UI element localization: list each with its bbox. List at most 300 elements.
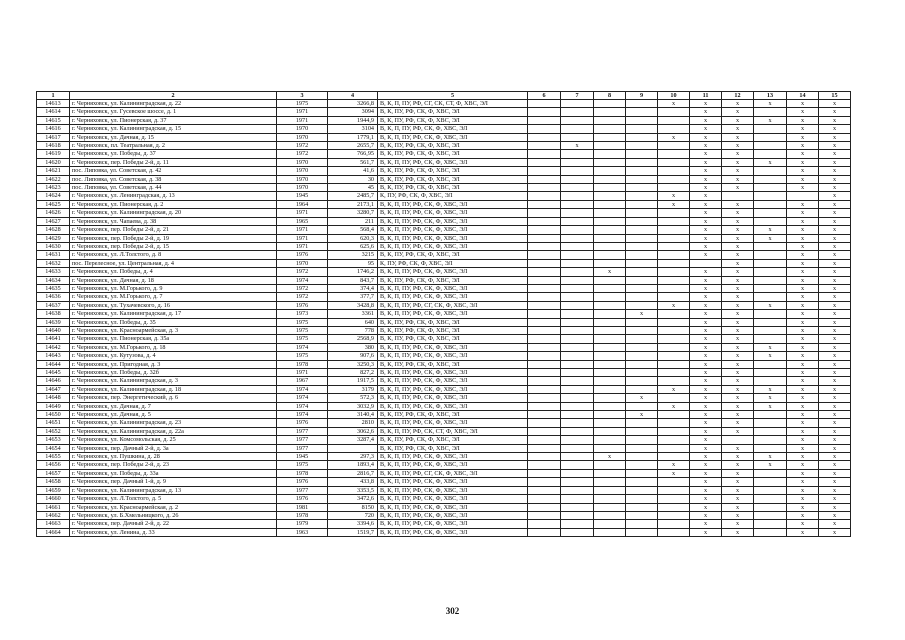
mark-cell: [626, 377, 658, 385]
mark-cell: [626, 335, 658, 343]
mark-cell: x: [787, 209, 819, 217]
table-row: [37, 251, 851, 259]
mark-cell: [594, 360, 626, 368]
mark-cell: x: [722, 419, 754, 427]
mark-cell: [626, 461, 658, 469]
mark-cell: [626, 495, 658, 503]
mark-cell: [658, 226, 690, 234]
services-cell: В, К, П, ПУ, РФ, СГ, СК, СТ, Ф, ХВС, ЭЛ: [378, 100, 528, 108]
mark-cell: [594, 200, 626, 208]
mark-cell: x: [690, 343, 722, 351]
mark-cell: x: [787, 184, 819, 192]
register-sheet: [36, 91, 850, 537]
mark-cell: x: [722, 394, 754, 402]
table-row: [37, 360, 851, 368]
mark-cell: [754, 175, 787, 183]
mark-cell: x: [626, 394, 658, 402]
mark-cell: [561, 175, 594, 183]
mark-cell: x: [594, 268, 626, 276]
mark-cell: x: [722, 142, 754, 150]
mark-cell: [561, 318, 594, 326]
mark-cell: [528, 385, 561, 393]
mark-cell: [528, 108, 561, 116]
table-row: [37, 133, 851, 141]
mark-cell: [658, 251, 690, 259]
address-cell: пос. Перелесное, ул. Центральная, д. 4: [70, 259, 277, 267]
area-cell: 1893,4: [328, 461, 378, 469]
area-cell: 907,6: [328, 352, 378, 360]
mark-cell: [658, 142, 690, 150]
column-header: 8: [594, 92, 626, 100]
services-cell: В, К, П, ПУ, РФ, СК, Ф, ХВС, ЭЛ: [378, 242, 528, 250]
column-header: 15: [819, 92, 851, 100]
object-id-cell: 14633: [37, 268, 70, 276]
mark-cell: x: [690, 234, 722, 242]
mark-cell: [528, 394, 561, 402]
table-row: [37, 150, 851, 158]
mark-cell: x: [819, 150, 851, 158]
table-row: [37, 209, 851, 217]
mark-cell: x: [690, 133, 722, 141]
mark-cell: [626, 427, 658, 435]
mark-cell: x: [722, 310, 754, 318]
mark-cell: [626, 402, 658, 410]
table-row: [37, 503, 851, 511]
address-cell: г. Черняховск, ул. Чапаева, д. 38: [70, 217, 277, 225]
address-cell: г. Черняховск, ул. М.Горького, д. 7: [70, 293, 277, 301]
mark-cell: x: [722, 503, 754, 511]
mark-cell: x: [690, 352, 722, 360]
mark-cell: [626, 528, 658, 536]
address-cell: г. Черняховск, ул. Ленинградская, д. 13: [70, 192, 277, 200]
mark-cell: [528, 192, 561, 200]
address-cell: г. Черняховск, пер. Дачный 1-й, д. 9: [70, 478, 277, 486]
mark-cell: [626, 133, 658, 141]
address-cell: г. Черняховск, ул. Ленина, д. 33: [70, 528, 277, 536]
mark-cell: x: [787, 486, 819, 494]
build-year-cell: 1975: [277, 318, 328, 326]
address-cell: г. Черняховск, ул. Пушкина, д. 28: [70, 453, 277, 461]
mark-cell: x: [722, 116, 754, 124]
address-cell: г. Черняховск, ул. Тухачевского, д. 16: [70, 301, 277, 309]
mark-cell: [754, 478, 787, 486]
mark-cell: x: [658, 402, 690, 410]
mark-cell: x: [819, 402, 851, 410]
mark-cell: [561, 293, 594, 301]
services-cell: В, К, П, ПУ, РФ, СК, Ф, ХВС, ЭЛ: [378, 394, 528, 402]
mark-cell: x: [819, 444, 851, 452]
mark-cell: x: [658, 133, 690, 141]
mark-cell: [561, 209, 594, 217]
services-cell: В, К, П, ПУ, РФ, СК, Ф, ХВС, ЭЛ: [378, 133, 528, 141]
area-cell: 572,3: [328, 394, 378, 402]
address-cell: г. Черняховск, ул. Л.Толстого, д. 8: [70, 251, 277, 259]
area-cell: 2173,1: [328, 200, 378, 208]
table-row: [37, 402, 851, 410]
mark-cell: [626, 444, 658, 452]
services-cell: В, К, П, ПУ, РФ, СК, СТ, Ф, ХВС, ЭЛ: [378, 427, 528, 435]
mark-cell: [594, 293, 626, 301]
table-row: [37, 436, 851, 444]
object-id-cell: 14660: [37, 495, 70, 503]
mark-cell: [658, 343, 690, 351]
build-year-cell: 1976: [277, 495, 328, 503]
object-id-cell: 14639: [37, 318, 70, 326]
mark-cell: x: [722, 461, 754, 469]
mark-cell: x: [787, 100, 819, 108]
mark-cell: [626, 318, 658, 326]
object-id-cell: 14653: [37, 436, 70, 444]
mark-cell: [528, 242, 561, 250]
mark-cell: x: [722, 402, 754, 410]
area-cell: 2568,9: [328, 335, 378, 343]
table-row: [37, 167, 851, 175]
object-id-cell: 14634: [37, 276, 70, 284]
mark-cell: x: [819, 352, 851, 360]
mark-cell: [754, 369, 787, 377]
object-id-cell: 14613: [37, 100, 70, 108]
mark-cell: x: [690, 511, 722, 519]
services-cell: В, К, П, ПУ, РФ, СК, Ф, ХВС, ЭЛ: [378, 343, 528, 351]
object-id-cell: 14615: [37, 116, 70, 124]
mark-cell: x: [722, 209, 754, 217]
mark-cell: x: [819, 268, 851, 276]
table-row: [37, 377, 851, 385]
build-year-cell: 1974: [277, 402, 328, 410]
mark-cell: x: [690, 150, 722, 158]
mark-cell: x: [690, 284, 722, 292]
mark-cell: [594, 402, 626, 410]
build-year-cell: 1975: [277, 461, 328, 469]
services-cell: В, К, ПУ, РФ, СК, Ф, ХВС, ЭЛ: [378, 276, 528, 284]
mark-cell: [561, 343, 594, 351]
address-cell: г. Черняховск, ул. Калининградская, д. 18: [70, 385, 277, 393]
mark-cell: x: [722, 469, 754, 477]
mark-cell: [594, 158, 626, 166]
mark-cell: [561, 217, 594, 225]
area-cell: 3140,4: [328, 411, 378, 419]
build-year-cell: 1971: [277, 226, 328, 234]
mark-cell: [594, 326, 626, 334]
mark-cell: [658, 259, 690, 267]
area-cell: 640: [328, 318, 378, 326]
mark-cell: [528, 234, 561, 242]
mark-cell: x: [690, 293, 722, 301]
mark-cell: x: [787, 377, 819, 385]
mark-cell: x: [787, 200, 819, 208]
housing-register-table: [36, 91, 851, 537]
mark-cell: x: [819, 486, 851, 494]
mark-cell: x: [722, 427, 754, 435]
mark-cell: x: [819, 369, 851, 377]
object-id-cell: 14635: [37, 284, 70, 292]
mark-cell: [754, 310, 787, 318]
mark-cell: [528, 369, 561, 377]
object-id-cell: 14621: [37, 167, 70, 175]
mark-cell: [626, 326, 658, 334]
object-id-cell: 14616: [37, 125, 70, 133]
object-id-cell: 14650: [37, 411, 70, 419]
mark-cell: [754, 469, 787, 477]
mark-cell: x: [787, 385, 819, 393]
column-header: 10: [658, 92, 690, 100]
address-cell: г. Черняховск, ул. Калининградская, д. 15: [70, 125, 277, 133]
table-row: [37, 100, 851, 108]
mark-cell: [561, 226, 594, 234]
build-year-cell: 1970: [277, 133, 328, 141]
mark-cell: [594, 369, 626, 377]
mark-cell: [594, 486, 626, 494]
mark-cell: x: [819, 259, 851, 267]
mark-cell: [690, 259, 722, 267]
mark-cell: x: [722, 318, 754, 326]
mark-cell: x: [690, 369, 722, 377]
address-cell: г. Черняховск, ул. Победы, д. 32б: [70, 369, 277, 377]
mark-cell: x: [690, 377, 722, 385]
area-cell: 625,6: [328, 242, 378, 250]
build-year-cell: 1974: [277, 343, 328, 351]
build-year-cell: 1981: [277, 503, 328, 511]
mark-cell: x: [787, 469, 819, 477]
services-cell: В, К, П, ПУ, РФ, СК, Ф, ХВС, ЭЛ: [378, 453, 528, 461]
address-cell: пос. Липовка, ул. Советская, д. 38: [70, 175, 277, 183]
mark-cell: [528, 293, 561, 301]
address-cell: г. Черняховск, пер. Победы 2-й, д. 19: [70, 234, 277, 242]
mark-cell: [658, 486, 690, 494]
mark-cell: [594, 310, 626, 318]
table-row: [37, 217, 851, 225]
object-id-cell: 14661: [37, 503, 70, 511]
mark-cell: x: [819, 142, 851, 150]
build-year-cell: 1974: [277, 276, 328, 284]
area-cell: 3472,6: [328, 495, 378, 503]
mark-cell: x: [722, 352, 754, 360]
services-cell: В, К, ПУ, РФ, СК, Ф, ХВС, ЭЛ: [378, 108, 528, 116]
mark-cell: [528, 200, 561, 208]
mark-cell: [561, 284, 594, 292]
address-cell: г. Черняховск, ул. М.Горького, д. 18: [70, 343, 277, 351]
mark-cell: x: [819, 175, 851, 183]
mark-cell: [528, 411, 561, 419]
mark-cell: x: [819, 293, 851, 301]
area-cell: 3062,6: [328, 427, 378, 435]
object-id-cell: 14630: [37, 242, 70, 250]
mark-cell: x: [754, 234, 787, 242]
address-cell: г. Черняховск, пер. Энергетический, д. 6: [70, 394, 277, 402]
table-row: [37, 444, 851, 452]
mark-cell: [754, 184, 787, 192]
mark-cell: [561, 108, 594, 116]
services-cell: В, К, П, ПУ, РФ, СК, Ф, ХВС, ЭЛ: [378, 200, 528, 208]
build-year-cell: 1976: [277, 478, 328, 486]
mark-cell: x: [690, 478, 722, 486]
mark-cell: x: [561, 142, 594, 150]
mark-cell: x: [787, 175, 819, 183]
mark-cell: [528, 268, 561, 276]
mark-cell: [594, 419, 626, 427]
mark-cell: [594, 184, 626, 192]
mark-cell: x: [722, 486, 754, 494]
mark-cell: x: [819, 217, 851, 225]
mark-cell: [787, 192, 819, 200]
mark-cell: x: [787, 528, 819, 536]
area-cell: [328, 444, 378, 452]
mark-cell: [594, 108, 626, 116]
mark-cell: x: [722, 301, 754, 309]
mark-cell: x: [722, 360, 754, 368]
mark-cell: x: [690, 226, 722, 234]
table-row: [37, 242, 851, 250]
services-cell: В, К, П, ПУ, РФ, СК, Ф, ХВС, ЭЛ: [378, 125, 528, 133]
mark-cell: [561, 184, 594, 192]
mark-cell: x: [658, 192, 690, 200]
mark-cell: [528, 360, 561, 368]
area-cell: 95: [328, 259, 378, 267]
mark-cell: x: [787, 217, 819, 225]
mark-cell: x: [690, 461, 722, 469]
mark-cell: [561, 461, 594, 469]
table-row: [37, 478, 851, 486]
area-cell: 720: [328, 511, 378, 519]
build-year-cell: 1977: [277, 427, 328, 435]
mark-cell: [626, 284, 658, 292]
build-year-cell: 1970: [277, 259, 328, 267]
mark-cell: [658, 495, 690, 503]
mark-cell: x: [819, 469, 851, 477]
mark-cell: [528, 469, 561, 477]
address-cell: г. Черняховск, ул. Победы, д. 4: [70, 268, 277, 276]
mark-cell: [626, 142, 658, 150]
mark-cell: [594, 217, 626, 225]
area-cell: 297,3: [328, 453, 378, 461]
mark-cell: [754, 242, 787, 250]
area-cell: 3280,7: [328, 209, 378, 217]
mark-cell: [626, 167, 658, 175]
address-cell: г. Черняховск, ул. Пионерская, д. 2: [70, 200, 277, 208]
mark-cell: [561, 360, 594, 368]
mark-cell: [658, 326, 690, 334]
build-year-cell: 1972: [277, 268, 328, 276]
mark-cell: [754, 520, 787, 528]
area-cell: 3287,4: [328, 436, 378, 444]
mark-cell: [561, 394, 594, 402]
column-header: 14: [787, 92, 819, 100]
mark-cell: x: [787, 343, 819, 351]
area-cell: 3353,5: [328, 486, 378, 494]
mark-cell: [626, 226, 658, 234]
address-cell: г. Черняховск, ул. Пионерская, д. 37: [70, 116, 277, 124]
object-id-cell: 14631: [37, 251, 70, 259]
build-year-cell: 1970: [277, 184, 328, 192]
services-cell: В, К, П, ПУ, РФ, СК, Ф, ХВС, ЭЛ: [378, 234, 528, 242]
mark-cell: [658, 419, 690, 427]
table-row: [37, 461, 851, 469]
mark-cell: x: [722, 511, 754, 519]
area-cell: 3104: [328, 125, 378, 133]
area-cell: 3215: [328, 251, 378, 259]
services-cell: В, К, П, ПУ, РФ, СК, Ф, ХВС, ЭЛ: [378, 503, 528, 511]
mark-cell: [754, 125, 787, 133]
services-cell: В, К, П, ПУ, РФ, СК, Ф, ХВС, ЭЛ: [378, 369, 528, 377]
mark-cell: [528, 419, 561, 427]
table-row: [37, 394, 851, 402]
mark-cell: [626, 369, 658, 377]
mark-cell: x: [819, 511, 851, 519]
address-cell: г. Черняховск, ул. Дачная, д. 18: [70, 276, 277, 284]
object-id-cell: 14632: [37, 259, 70, 267]
mark-cell: [528, 478, 561, 486]
mark-cell: [594, 411, 626, 419]
mark-cell: [754, 377, 787, 385]
services-cell: В, К, П, ПУ, РФ, СК, Ф, ХВС, ЭЛ: [378, 511, 528, 519]
area-cell: 380: [328, 343, 378, 351]
area-cell: 1746,2: [328, 268, 378, 276]
mark-cell: [561, 444, 594, 452]
mark-cell: [594, 133, 626, 141]
mark-cell: x: [722, 478, 754, 486]
mark-cell: x: [819, 284, 851, 292]
address-cell: г. Черняховск, ул. Л.Толстого, д. 5: [70, 495, 277, 503]
mark-cell: x: [722, 293, 754, 301]
build-year-cell: 1971: [277, 242, 328, 250]
build-year-cell: 1973: [277, 310, 328, 318]
mark-cell: [626, 175, 658, 183]
mark-cell: [594, 444, 626, 452]
mark-cell: [754, 411, 787, 419]
mark-cell: [658, 175, 690, 183]
mark-cell: [561, 419, 594, 427]
services-cell: В, К, ПУ, РФ, СК, Ф, ХВС, ЭЛ: [378, 175, 528, 183]
mark-cell: [754, 133, 787, 141]
column-header: 12: [722, 92, 754, 100]
table-row: [37, 234, 851, 242]
mark-cell: [626, 209, 658, 217]
mark-cell: x: [690, 394, 722, 402]
mark-cell: x: [690, 217, 722, 225]
table-row: [37, 369, 851, 377]
column-header: 5: [378, 92, 528, 100]
mark-cell: [658, 310, 690, 318]
table-row: [37, 335, 851, 343]
mark-cell: x: [787, 402, 819, 410]
mark-cell: [561, 251, 594, 259]
mark-cell: [561, 411, 594, 419]
mark-cell: x: [722, 100, 754, 108]
mark-cell: x: [690, 108, 722, 116]
mark-cell: x: [626, 310, 658, 318]
mark-cell: [528, 276, 561, 284]
mark-cell: [626, 125, 658, 133]
mark-cell: [626, 352, 658, 360]
column-header: 1: [37, 92, 70, 100]
mark-cell: x: [787, 301, 819, 309]
area-cell: 3179: [328, 385, 378, 393]
object-id-cell: 14663: [37, 520, 70, 528]
object-id-cell: 14662: [37, 511, 70, 519]
build-year-cell: 1971: [277, 108, 328, 116]
object-id-cell: 14614: [37, 108, 70, 116]
build-year-cell: 1978: [277, 469, 328, 477]
mark-cell: [561, 167, 594, 175]
mark-cell: [626, 511, 658, 519]
area-cell: 2485,7: [328, 192, 378, 200]
address-cell: г. Черняховск, ул. Кутузова, д. 4: [70, 352, 277, 360]
services-cell: В, К, П, ПУ, РФ, СК, Ф, ХВС, ЭЛ: [378, 310, 528, 318]
area-cell: 1519,7: [328, 528, 378, 536]
mark-cell: [754, 486, 787, 494]
mark-cell: [594, 427, 626, 435]
mark-cell: x: [722, 495, 754, 503]
